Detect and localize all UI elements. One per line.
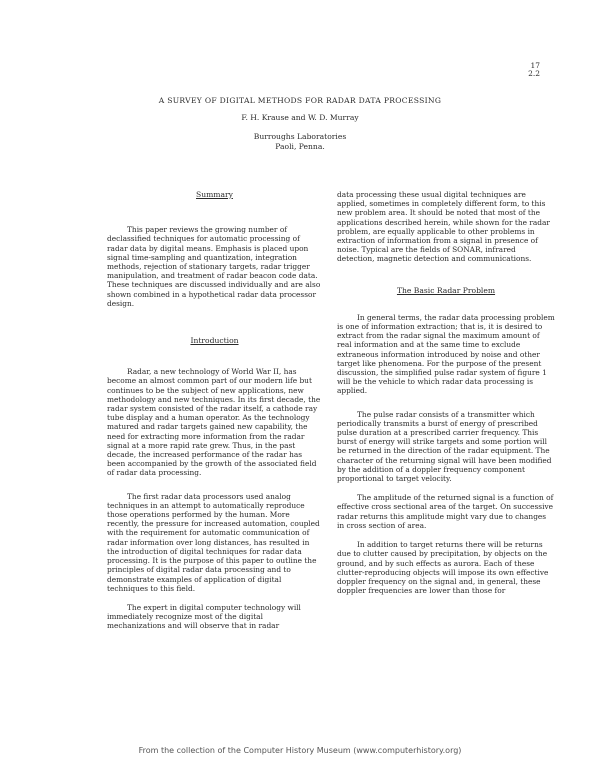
basic-paragraph-1: In general terms, the radar data processing problem is one of information extraction; that is, it is desired to extract from the radar signal the maximum amount of real information and at the same time to exclude extraneous information introduced by noise and other target like phenomena. For the purpose of the present discussion, the simplified pulse radar system of figure 1 will be the vehicle to which radar data processing is applied. (337, 312, 555, 396)
right-column (337, 190, 555, 606)
intro-paragraph-1: Radar, a new technology of World War II, has become an almost common part of our modern life but continues to be the subject of new applications, new methodology and new techniques. In its first decade, the radar system consisted of the radar itself, a cathode ray tube display and a human operator. As the technology matured and radar targets gained new capability, the need for extracting more information from the radar signal at a more rapid rate grew. Thus, in the past decade, the increased performance of the radar has been accompanied by the growth of the associated field of radar data processing. (107, 367, 321, 478)
intro-paragraph-2: The first radar data processors used analog techniques in an attempt to automatically reproduce those operations performed by the human. More recently, the pressure for increased automation, coupled with the requirement for automatic communication of radar information over long distances, has resulted in the introduction of digital techniques for radar data processing. It is the purpose of this paper to outline the principles of digital radar data processing and to demonstrate examples of application of digital techniques to this field. (107, 491, 320, 593)
page-number-line-2: 2.2 (528, 69, 540, 78)
continued-paragraph: data processing these usual digital techniques are applied, sometimes in completely different form, to this new problem area. It should be noted that most of the applications described herein, while shown for the radar problem, are equally applicable to other problems in extraction of information from a signal in presence of noise. Typical are the fields of SONAR, infrared detection, magnetic detection and communications. (337, 190, 550, 264)
intro-paragraph-3: The expert in digital computer technology will immediately recognize most of the digital mechanizations and will observe that in radar (107, 602, 301, 631)
page-number-line-1: 17 (530, 61, 540, 70)
summary-paragraph: This paper reviews the growing number of declassified techniques for automatic processing of radar data by digital means. Emphasis is placed upon signal time-sampling and quantization, integration methods, rejection of stationary targets, radar trigger manipulation, and treatment of radar beacon code data. These techniques are discussed individually and are also shown combined in a hypothetical radar data processor design. (107, 225, 321, 308)
paper-title: A SURVEY OF DIGITAL METHODS FOR RADAR DATA PROCESSING (158, 96, 442, 105)
introduction-heading: Introduction (190, 336, 239, 346)
basic-radar-problem-heading: The Basic Radar Problem (396, 285, 496, 295)
basic-paragraph-4: In addition to target returns there will be returns due to clutter caused by precipitation, by objects on the ground, and by such effects as aurora. Each of these clutter-reproducing objects will impose its own effective doppler frequency on the signal and, in general, these doppler frequencies are lower than those for (337, 540, 549, 596)
basic-paragraph-3: The amplitude of the returned signal is a function of effective cross sectional area of the target. On successive radar returns this amplitude might vary due to changes in cross section of area. (337, 493, 554, 530)
footer-credit: From the collection of the Computer History Museum (www.computerhistory.org) (138, 746, 462, 755)
basic-paragraph-2: The pulse radar consists of a transmitter which periodically transmits a burst of energy of prescribed pulse duration at a prescribed carrier frequency. This burst of energy will strike targets and some portion will be returned in the direction of the radar equipment. The character of the returning signal will have been modified by the addition of a doppler frequency component proportional to target velocity. (337, 409, 552, 484)
affiliation-org: Burroughs Laboratories (253, 132, 347, 141)
left-column (107, 190, 322, 642)
paper-authors: F. H. Krause and W. D. Murray (241, 113, 359, 122)
affiliation-location: Paoli, Penna. (275, 142, 325, 151)
page-number (528, 62, 540, 78)
affiliation (0, 132, 600, 152)
summary-heading: Summary (196, 190, 233, 199)
